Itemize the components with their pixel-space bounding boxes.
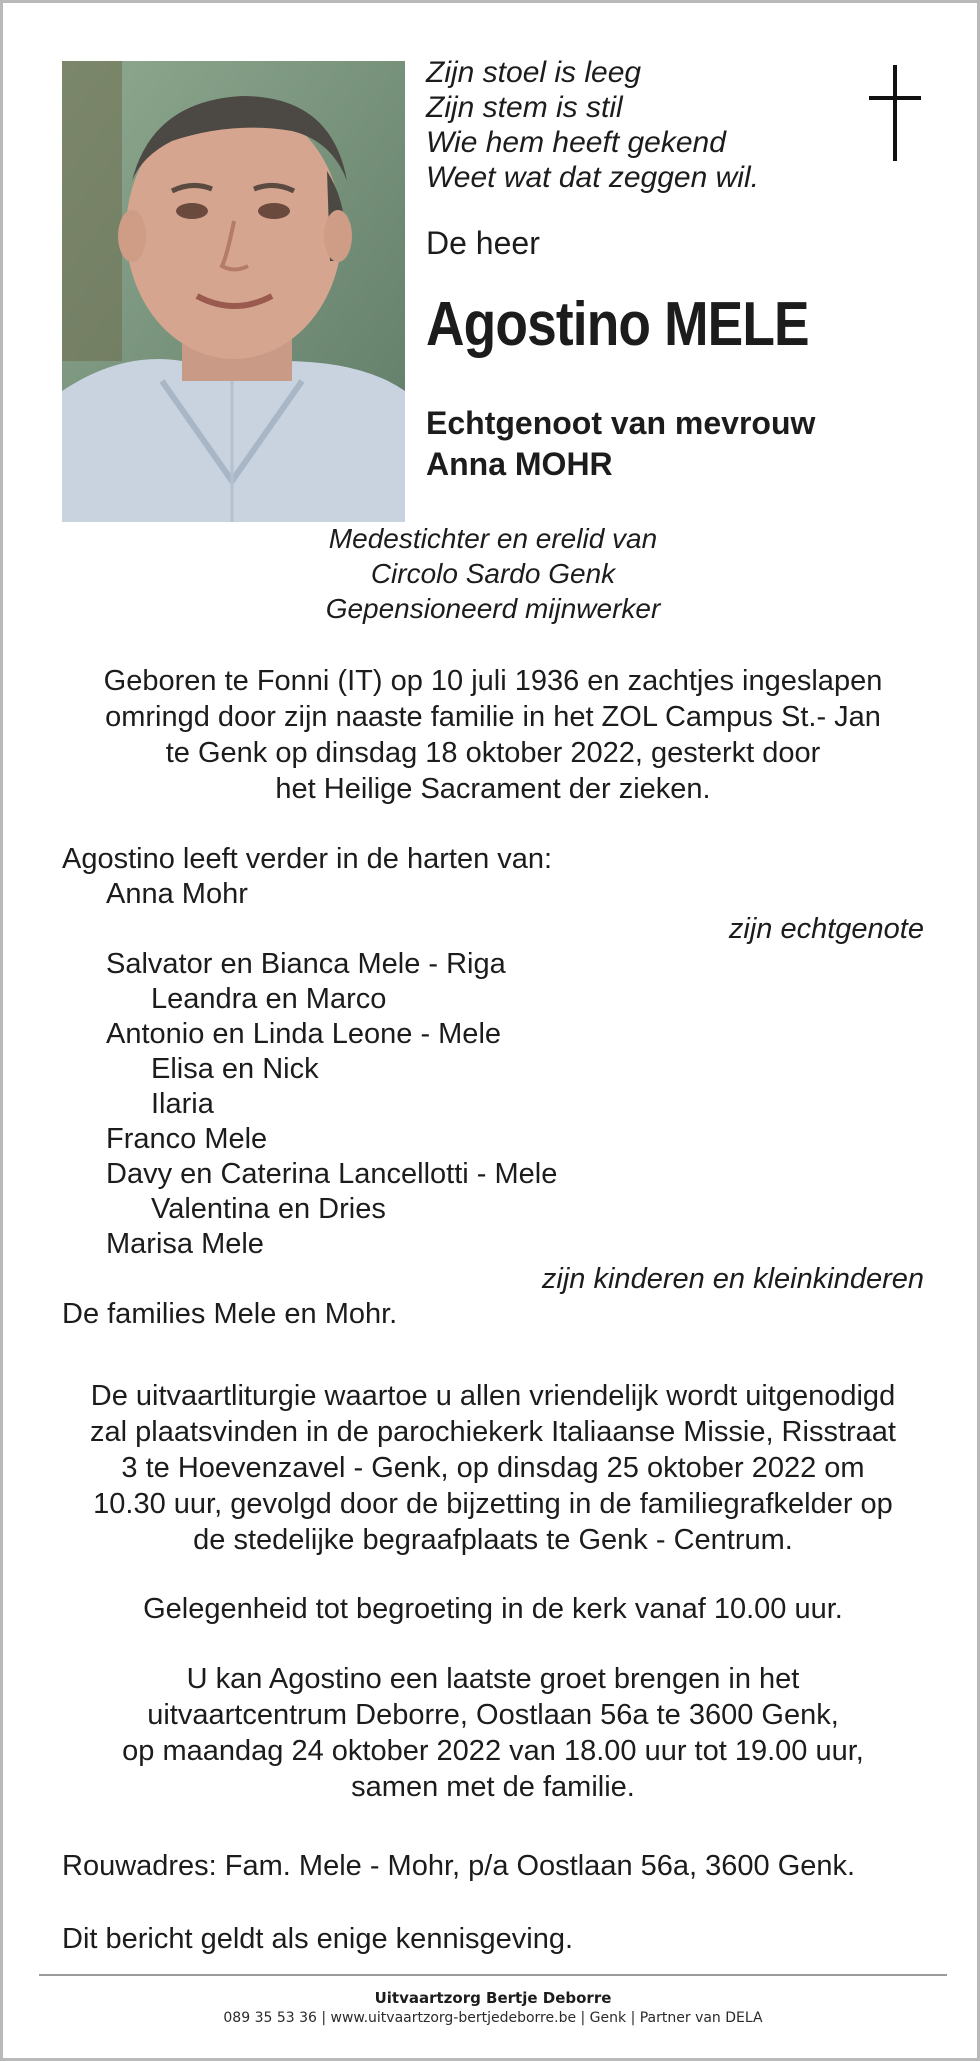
- portrait-illustration: [62, 61, 405, 522]
- poem: [426, 55, 759, 195]
- portrait-photo: [62, 61, 405, 522]
- paragraph-line: omringd door zijn naaste familie in het ZOL Campus St.- Jan: [105, 701, 881, 733]
- paragraph-line: te Genk op dinsdag 18 oktober 2022, gesterkt door: [165, 737, 821, 769]
- deceased-name: Agostino MELE: [426, 290, 809, 359]
- birth-death-paragraph: [43, 663, 943, 807]
- visitation-paragraph: [43, 1661, 943, 1805]
- paragraph-line: de stedelijke begraafplaats te Genk - Centrum.: [193, 1524, 793, 1556]
- survivor-grandchild: Ilaria: [151, 1088, 214, 1120]
- role-line: Gepensioneerd mijnwerker: [325, 593, 661, 624]
- spouse-relation: zijn echtgenote: [728, 913, 924, 945]
- poem-line: Zijn stoel is leeg: [426, 56, 642, 89]
- role-line: Circolo Sardo Genk: [370, 558, 616, 589]
- paragraph-line: zal plaatsvinden in de parochiekerk Italiaanse Missie, Risstraat: [90, 1416, 896, 1448]
- survivor-child: Franco Mele: [106, 1123, 268, 1155]
- paragraph-line: De uitvaartliturgie waartoe u allen vriendelijk wordt uitgenodigd: [90, 1380, 896, 1412]
- funeral-paragraph: [43, 1378, 943, 1558]
- children-relation: zijn kinderen en kleinkinderen: [541, 1263, 924, 1295]
- survivor-grandchild: Elisa en Nick: [151, 1053, 319, 1085]
- paragraph-line: Geboren te Fonni (IT) op 10 juli 1936 en zachtjes ingeslapen: [103, 665, 883, 697]
- poem-line: Zijn stem is stil: [426, 91, 623, 124]
- paragraph-line: uitvaartcentrum Deborre, Oostlaan 56a te 3600 Genk,: [147, 1699, 839, 1731]
- roles: [3, 521, 980, 626]
- cross-icon: [865, 65, 925, 161]
- survivor-child: Marisa Mele: [106, 1228, 264, 1260]
- survivor-child: Salvator en Bianca Mele - Riga: [106, 948, 506, 980]
- survivor-grandchild: Leandra en Marco: [151, 983, 387, 1015]
- survivors-list: [62, 842, 924, 1332]
- poem-line: Weet wat dat zeggen wil.: [426, 161, 759, 194]
- funeral-home-details: 089 35 53 36 | www.uitvaartzorg-bertjedeborre.be | Genk | Partner van DELA: [223, 2010, 763, 2026]
- spouse-line: [426, 403, 815, 485]
- poem-line: Wie hem heeft gekend: [426, 126, 726, 159]
- survivor-child: Davy en Caterina Lancellotti - Mele: [106, 1158, 558, 1190]
- paragraph-line: op maandag 24 oktober 2022 van 18.00 uur tot 19.00 uur,: [122, 1735, 864, 1767]
- role-line: Medestichter en erelid van: [328, 523, 658, 554]
- paragraph-line: U kan Agostino een laatste groet brengen in het: [186, 1663, 800, 1695]
- paragraph-line: 10.30 uur, gevolgd door de bijzetting in de familiegrafkelder op: [93, 1488, 893, 1520]
- spouse-line-1: Echtgenoot van mevrouw: [426, 405, 816, 441]
- survivor-grandchild: Valentina en Dries: [151, 1193, 386, 1225]
- mourning-address: Rouwadres: Fam. Mele - Mohr, p/a Oostlaan 56a, 3600 Genk.: [62, 1850, 856, 1882]
- paragraph-line: samen met de familie.: [351, 1771, 635, 1803]
- survivor-spouse: Anna Mohr: [106, 878, 248, 910]
- paragraph-line: 3 te Hoevenzavel - Genk, op dinsdag 25 oktober 2022 om: [121, 1452, 865, 1484]
- honorific: De heer: [426, 225, 540, 261]
- footer-divider: [39, 1974, 947, 1976]
- funeral-home-name: Uitvaartzorg Bertje Deborre: [374, 1989, 612, 2007]
- survivors-intro: Agostino leeft verder in de harten van:: [62, 843, 553, 875]
- survivor-child: Antonio en Linda Leone - Mele: [106, 1018, 502, 1050]
- spouse-line-2: Anna MOHR: [426, 446, 613, 482]
- paragraph-line: het Heilige Sacrament der zieken.: [275, 773, 711, 805]
- condolences-paragraph: Gelegenheid tot begroeting in de kerk vanaf 10.00 uur.: [143, 1593, 843, 1625]
- notice-line: Dit bericht geldt als enige kennisgeving.: [62, 1923, 574, 1955]
- families-line: De families Mele en Mohr.: [62, 1298, 398, 1330]
